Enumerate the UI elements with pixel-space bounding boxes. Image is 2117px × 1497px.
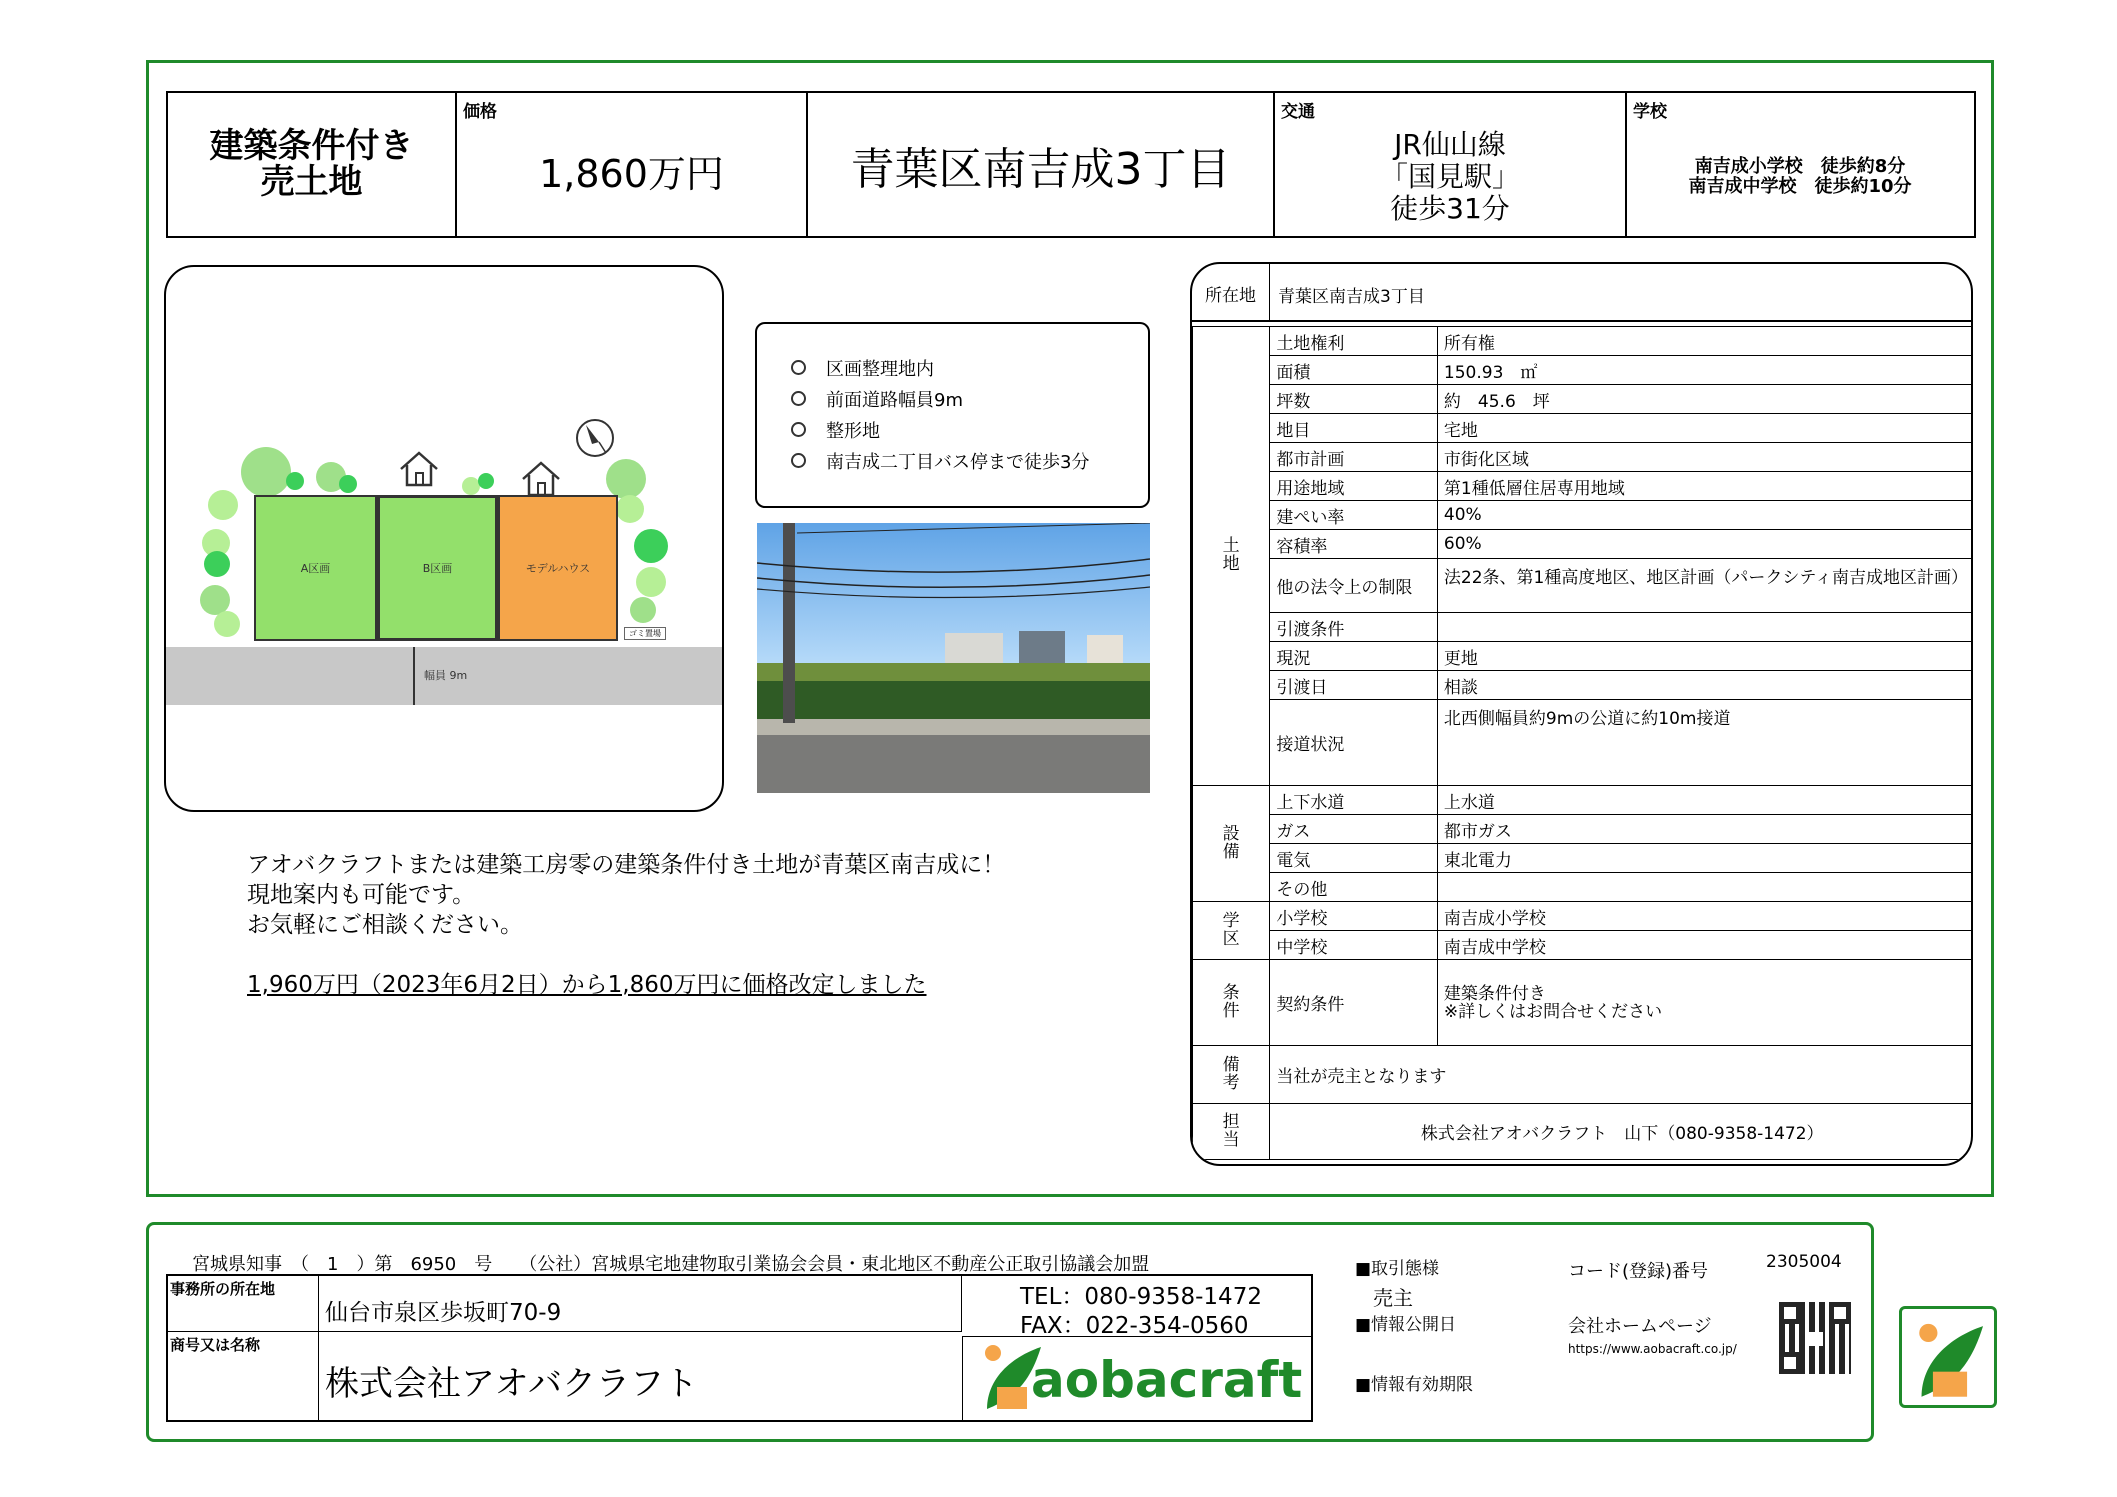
school-junior: 南吉成中学校 徒歩約10分	[1688, 175, 1912, 197]
contact-numbers	[962, 1276, 1311, 1339]
condition-value: 建築条件付き	[1443, 983, 1546, 1004]
school-cell	[1627, 93, 1973, 236]
location-value: 青葉区南吉成3丁目	[1278, 287, 1425, 307]
road-width-arrow	[413, 647, 415, 705]
transit-info	[1275, 129, 1625, 226]
spec-value: 60%	[1437, 530, 1973, 559]
spec-value: 150.93 ㎡	[1437, 356, 1973, 385]
section-label: 備考	[1193, 1046, 1270, 1104]
spec-table-wrap	[1192, 326, 1973, 1160]
code-label: コード(登録)番号	[1568, 1261, 1709, 1282]
type-line2: 売土地	[260, 161, 363, 202]
spec-value	[1437, 960, 1973, 1046]
spec-value	[1437, 613, 1973, 642]
feature-text: 南吉成二丁目バス停まで徒歩3分	[826, 451, 1090, 473]
section-label: 条件	[1193, 960, 1270, 1046]
location-label: 所在地	[1192, 264, 1270, 322]
section-label: 学区	[1193, 902, 1270, 960]
spec-row	[1193, 786, 1974, 815]
spec-row	[1193, 472, 1974, 501]
tree	[286, 472, 304, 490]
tree	[478, 473, 494, 489]
spec-value: 所有権	[1437, 327, 1973, 356]
house-icon	[520, 459, 562, 499]
transaction-label: ■取引態様	[1355, 1259, 1440, 1279]
spec-value: 法22条、第1種高度地区、地区計画（パークシティ南吉成地区計画）	[1437, 559, 1973, 613]
tree	[636, 567, 666, 597]
company-name: 株式会社アオバクラフト	[325, 1364, 698, 1404]
spec-panel	[1190, 262, 1973, 1166]
spec-label: 小学校	[1270, 902, 1438, 931]
contact-value: 株式会社アオバクラフト 山下（080-9358-1472）	[1270, 1104, 1973, 1160]
spec-row	[1193, 1104, 1974, 1160]
description-line: アオバクラフトまたは建築工房零の建築条件付き土地が青葉区南吉成に！	[247, 852, 1006, 878]
spec-value: 上水道	[1437, 786, 1973, 815]
spec-label: 接道状況	[1270, 700, 1438, 786]
spec-value: 南吉成小学校	[1437, 902, 1973, 931]
website-url[interactable]: https://www.aobacraft.co.jp/	[1568, 1342, 1737, 1356]
school-info	[1627, 157, 1973, 197]
address-cell	[808, 93, 1275, 236]
spec-row	[1193, 1046, 1974, 1104]
description-line: 現地案内も可能です。	[247, 882, 476, 908]
spec-label: 他の法令上の制限	[1270, 559, 1438, 613]
spec-label: 用途地域	[1270, 472, 1438, 501]
tree	[214, 611, 240, 637]
spec-label: 電気	[1270, 844, 1438, 873]
property-type	[168, 93, 457, 236]
spec-value: 南吉成中学校	[1437, 931, 1973, 960]
logo-text: aobacraft	[1031, 1351, 1303, 1409]
lot-b: B区画	[377, 495, 498, 641]
circle-bullet-icon	[791, 422, 806, 437]
price-cell	[457, 93, 808, 236]
fax-number: FAX：022-354-0560	[1020, 1313, 1249, 1339]
spec-label: 地目	[1270, 414, 1438, 443]
transaction-value: 売主	[1373, 1286, 1413, 1310]
spec-value: 40%	[1437, 501, 1973, 530]
spec-label: 契約条件	[1270, 960, 1438, 1046]
section-label: 土地	[1193, 327, 1270, 786]
office-address-cell	[319, 1276, 962, 1332]
condition-note: ※詳しくはお問合せください	[1443, 1001, 1663, 1022]
tree	[616, 495, 644, 523]
feature-text: 前面道路幅員9m	[826, 389, 963, 411]
spec-label: 容積率	[1270, 530, 1438, 559]
tree	[339, 475, 357, 493]
spec-value: 更地	[1437, 642, 1973, 671]
spec-label: 面積	[1270, 356, 1438, 385]
tree	[606, 459, 646, 499]
spec-row	[1193, 815, 1974, 844]
circle-bullet-icon	[791, 391, 806, 406]
house-icon	[398, 449, 440, 489]
spec-label: 引渡条件	[1270, 613, 1438, 642]
header-box	[166, 91, 1976, 238]
transit-label: 交通	[1281, 102, 1315, 122]
circle-bullet-icon	[791, 360, 806, 375]
spec-value: 第1種低層住居専用地域	[1437, 472, 1973, 501]
lot-model-house: モデルハウス	[498, 495, 618, 641]
note-value: 当社が売主となります	[1270, 1046, 1973, 1104]
spec-row	[1193, 960, 1974, 1046]
site-map-panel	[164, 265, 724, 812]
compass-icon	[572, 415, 618, 461]
spec-row	[1193, 327, 1974, 356]
road-width-label: 幅員 9m	[424, 669, 468, 682]
spec-row	[1193, 530, 1974, 559]
spec-label: 引渡日	[1270, 671, 1438, 700]
spec-row	[1193, 931, 1974, 960]
section-label: 設備	[1193, 786, 1270, 902]
site-photo	[757, 523, 1150, 793]
lot-a: A区画	[254, 495, 377, 641]
spec-label: 土地権利	[1270, 327, 1438, 356]
spec-row	[1193, 700, 1974, 786]
transit-cell	[1275, 93, 1627, 236]
spec-value	[1437, 873, 1973, 902]
price-value: 1,860万円	[539, 152, 724, 196]
website-label: 会社ホームページ	[1568, 1316, 1712, 1337]
brand-badge	[1899, 1306, 1997, 1408]
hedge	[757, 681, 1150, 721]
sidewalk	[757, 719, 1150, 735]
spec-label: 上下水道	[1270, 786, 1438, 815]
spec-label: 現況	[1270, 642, 1438, 671]
tree	[204, 551, 230, 577]
spec-label: 都市計画	[1270, 443, 1438, 472]
leaf-logo-icon	[1910, 1317, 1990, 1399]
features-box	[755, 322, 1150, 508]
spec-label: その他	[1270, 873, 1438, 902]
spec-row	[1193, 385, 1974, 414]
spec-value: 相談	[1437, 671, 1973, 700]
feature-text: 区画整理地内	[826, 358, 934, 380]
company-name-cell	[319, 1332, 962, 1420]
license-info: 宮城県知事 （ 1 ）第 6950 号 （公社）宮城県宅地建物取引業協会会員・東北地区不動産公正取引協議会加盟	[192, 1254, 1150, 1275]
office-box	[166, 1274, 1313, 1422]
company-label-cell	[168, 1332, 319, 1420]
circle-bullet-icon	[791, 453, 806, 468]
spec-label: 中学校	[1270, 931, 1438, 960]
school-elementary: 南吉成小学校 徒歩約8分	[1694, 156, 1906, 177]
address-value: 青葉区南吉成3丁目	[850, 143, 1231, 195]
type-line1: 建築条件付き	[209, 125, 414, 166]
spec-value: 北西側幅員約9mの公道に約10m接道	[1437, 700, 1973, 786]
power-lines	[757, 523, 1150, 643]
spec-row	[1193, 671, 1974, 700]
spec-row	[1193, 873, 1974, 902]
price-label: 価格	[463, 102, 497, 122]
spec-row	[1193, 443, 1974, 472]
spec-row	[1193, 559, 1974, 613]
tel-number: TEL：080-9358-1472	[1020, 1284, 1262, 1310]
section-label: 担当	[1193, 1104, 1270, 1160]
qr-code-icon[interactable]	[1779, 1302, 1851, 1374]
location-row	[1192, 264, 1973, 322]
feature-text: 整形地	[826, 420, 880, 442]
school-label: 学校	[1633, 102, 1667, 122]
spec-label: 坪数	[1270, 385, 1438, 414]
price-change-note: 1,960万円（2023年6月2日）から1,860万円に価格改定しました	[247, 972, 927, 998]
spec-value: 市街化区域	[1437, 443, 1973, 472]
tree	[241, 447, 291, 497]
spec-row	[1193, 902, 1974, 931]
tree	[208, 490, 238, 520]
transit-line: JR仙山線	[1394, 128, 1506, 161]
company-label: 商号又は名称	[170, 1336, 261, 1354]
feature-item	[791, 383, 1148, 414]
transit-walk: 徒歩31分	[1390, 192, 1510, 226]
spec-row	[1193, 501, 1974, 530]
validity-label: ■情報有効期限	[1355, 1375, 1474, 1395]
spec-row	[1193, 642, 1974, 671]
office-address: 仙台市泉区歩坂町70-9	[325, 1300, 562, 1326]
spec-value: 東北電力	[1437, 844, 1973, 873]
tree	[630, 597, 656, 623]
tree	[634, 529, 668, 563]
spec-value: 都市ガス	[1437, 815, 1973, 844]
office-label-cell	[168, 1276, 319, 1332]
spec-row	[1193, 844, 1974, 873]
logo-cell	[962, 1336, 1313, 1420]
spec-table	[1192, 326, 1973, 1160]
description-line: お気軽にご相談ください。	[247, 912, 523, 938]
spec-label: 建ぺい率	[1270, 501, 1438, 530]
spec-row	[1193, 414, 1974, 443]
description	[247, 850, 1005, 1000]
feature-item	[791, 352, 1148, 383]
spec-label: ガス	[1270, 815, 1438, 844]
spec-value: 宅地	[1437, 414, 1973, 443]
code-value: 2305004	[1766, 1252, 1842, 1272]
stop-label: ゴミ置場	[624, 627, 666, 640]
office-label: 事務所の所在地	[170, 1280, 276, 1298]
spec-value: 約 45.6 坪	[1437, 385, 1973, 414]
feature-item	[791, 414, 1148, 445]
spec-row	[1193, 356, 1974, 385]
disclosure-label: ■情報公開日	[1355, 1315, 1457, 1335]
street	[757, 735, 1150, 793]
feature-item	[791, 445, 1148, 476]
transit-station: 「国見駅」	[1379, 160, 1520, 194]
spec-row	[1193, 613, 1974, 642]
